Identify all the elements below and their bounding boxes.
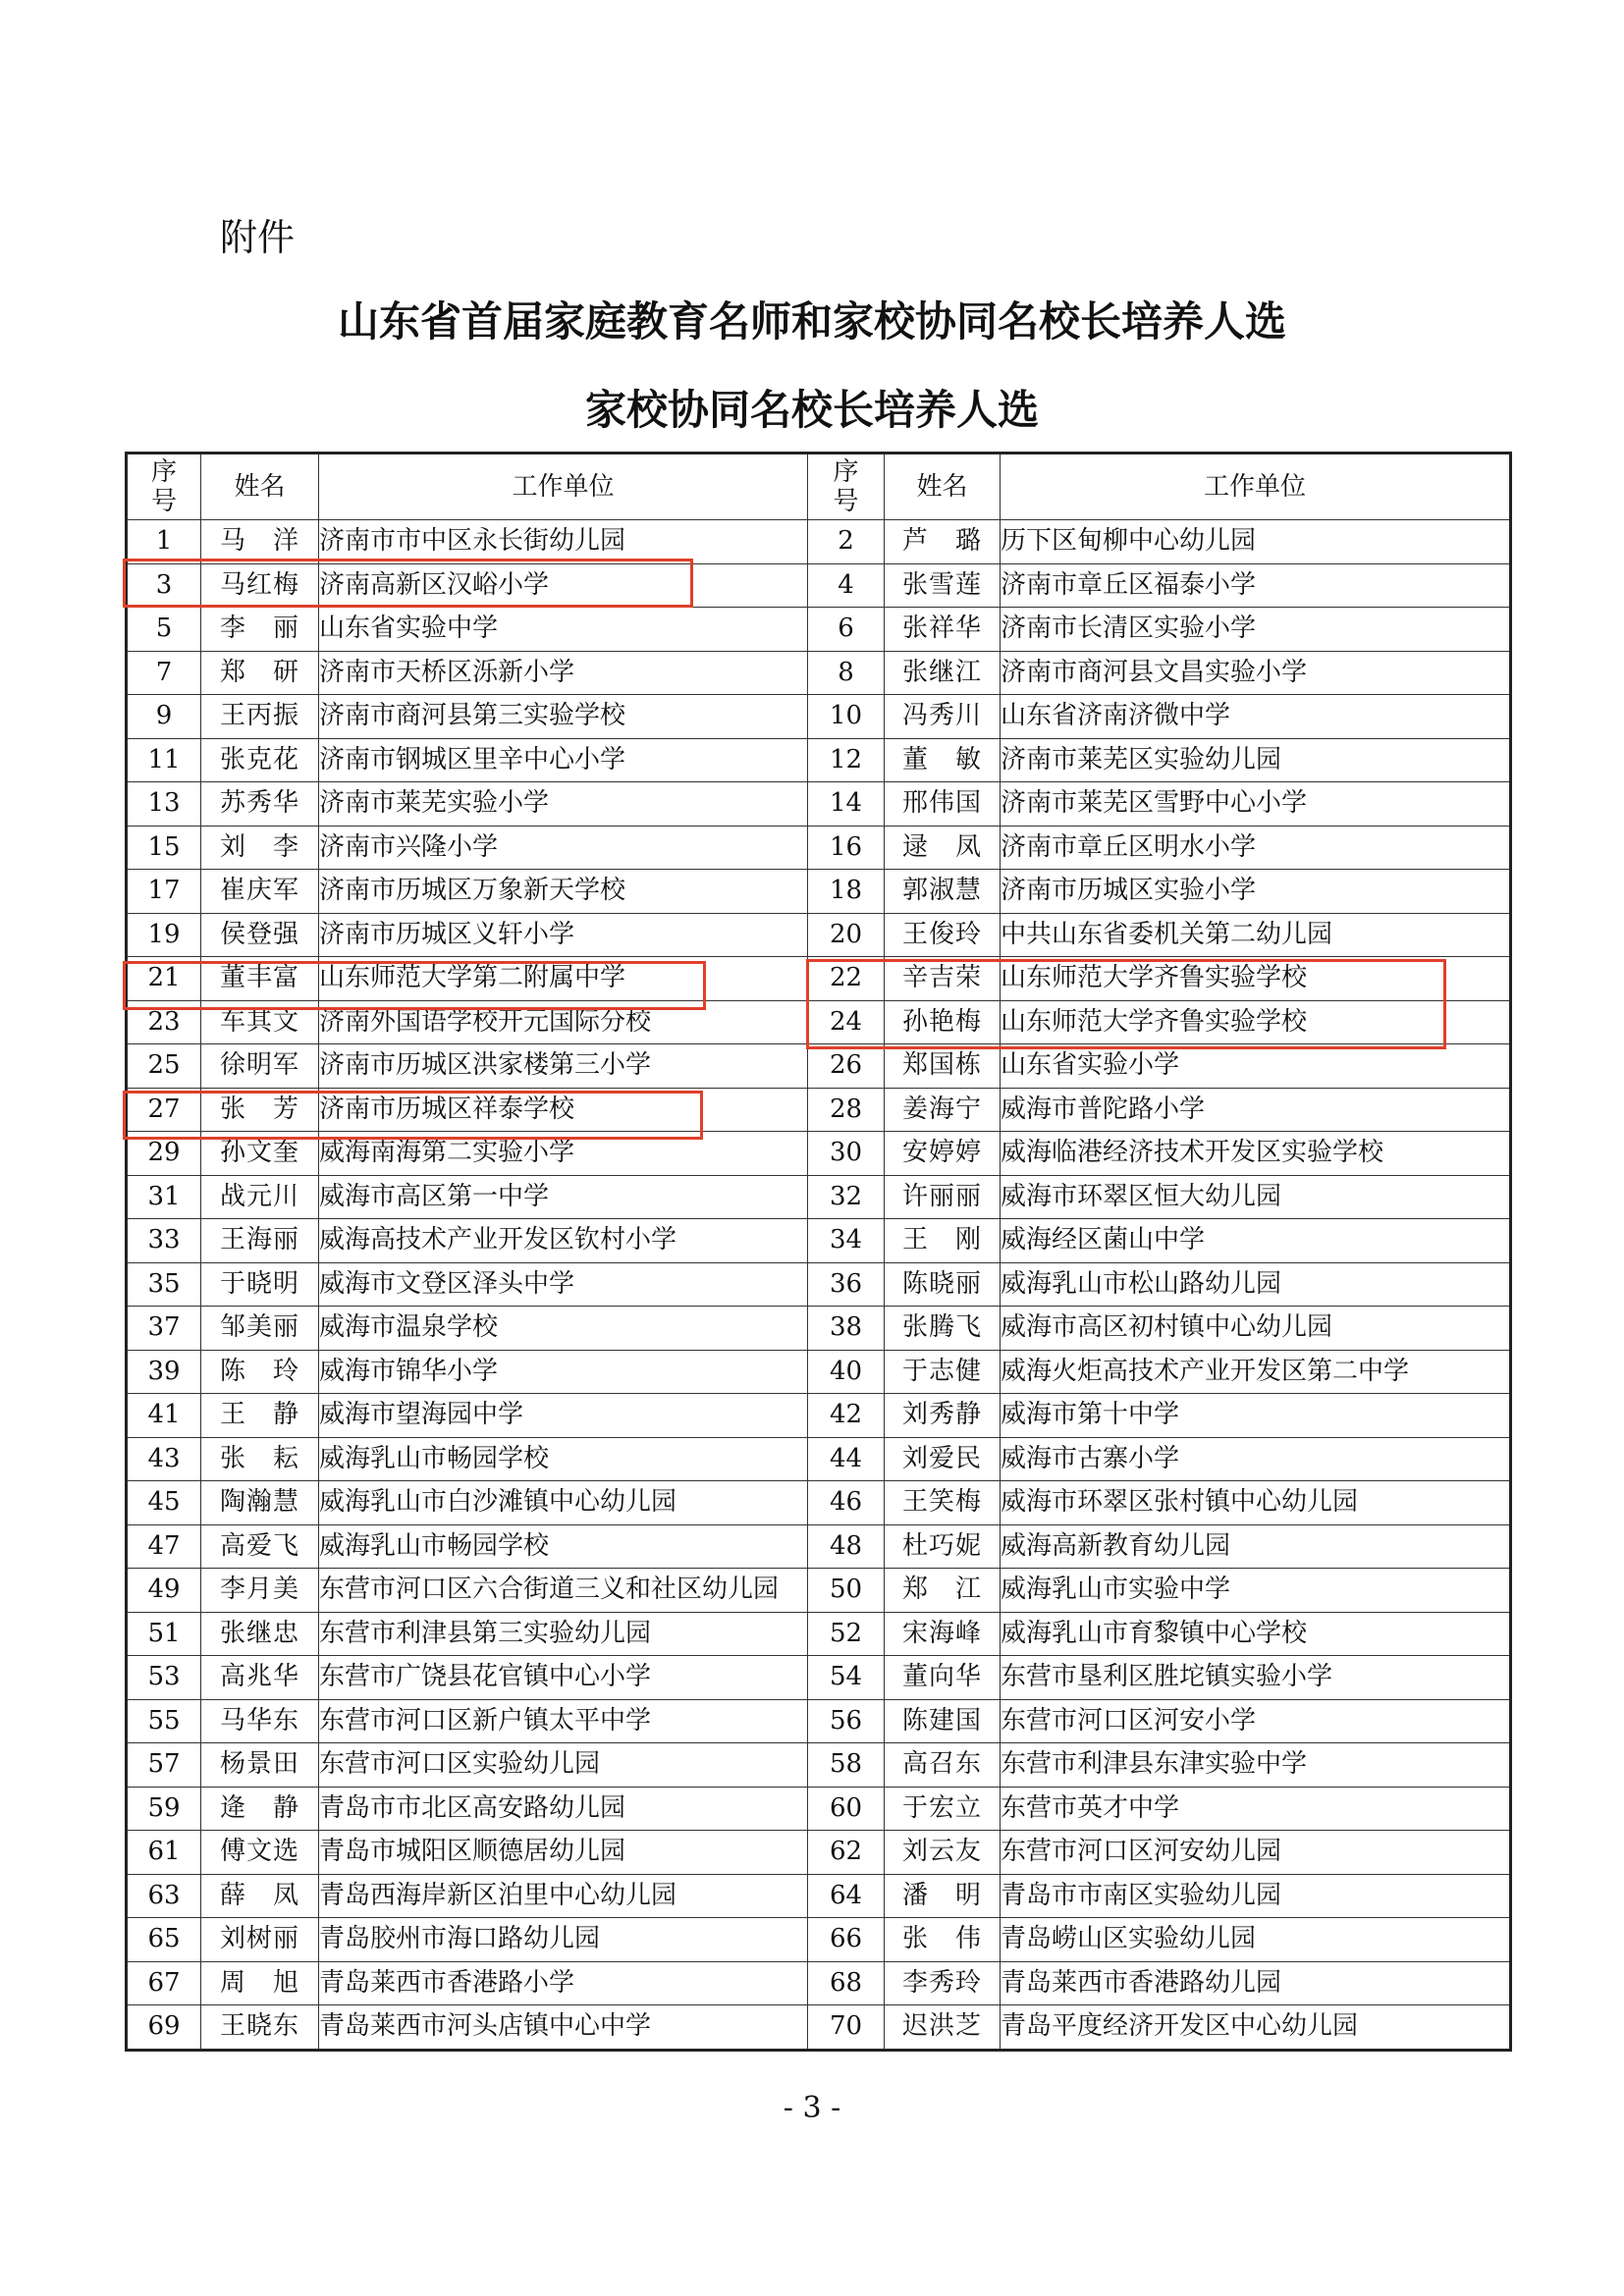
name-cell: 孙艳梅 [885, 1000, 1001, 1044]
table-row [127, 1262, 1511, 1307]
unit-cell: 济南市莱芜区雪野中心小学 [1001, 782, 1511, 827]
seq-cell: 12 [808, 738, 885, 782]
seq-cell: 53 [127, 1656, 201, 1700]
seq-cell: 19 [127, 913, 201, 957]
unit-cell: 济南市莱芜区实验幼儿园 [1001, 738, 1511, 782]
name-cell: 王晓东 [201, 2005, 319, 2051]
column-header-seq: 序号 [127, 454, 201, 520]
unit-cell: 威海高技术产业开发区钦村小学 [319, 1219, 808, 1263]
seq-cell: 36 [808, 1262, 885, 1307]
seq-cell: 2 [808, 520, 885, 564]
unit-cell: 东营市利津县东津实验中学 [1001, 1743, 1511, 1788]
unit-cell: 威海临港经济技术开发区实验学校 [1001, 1132, 1511, 1176]
name-cell: 陈建国 [885, 1699, 1001, 1743]
unit-cell: 威海火炬高技术产业开发区第二中学 [1001, 1350, 1511, 1394]
name-cell: 董丰富 [201, 957, 319, 1001]
unit-cell: 威海市文登区泽头中学 [319, 1262, 808, 1307]
seq-cell: 28 [808, 1088, 885, 1132]
name-cell: 宋海峰 [885, 1612, 1001, 1656]
name-cell: 郑国栋 [885, 1044, 1001, 1089]
unit-cell: 威海市温泉学校 [319, 1307, 808, 1351]
seq-cell: 57 [127, 1743, 201, 1788]
table-row [127, 1307, 1511, 1351]
name-cell: 张 芳 [201, 1088, 319, 1132]
seq-cell: 54 [808, 1656, 885, 1700]
name-cell: 马红梅 [201, 563, 319, 608]
roster-body [127, 520, 1511, 2051]
seq-cell: 40 [808, 1350, 885, 1394]
name-cell: 高爱飞 [201, 1524, 319, 1569]
unit-cell: 济南市历城区义轩小学 [319, 913, 808, 957]
name-cell: 王俊玲 [885, 913, 1001, 957]
unit-cell: 青岛崂山区实验幼儿园 [1001, 1918, 1511, 1962]
name-cell: 侯登强 [201, 913, 319, 957]
name-cell: 李秀玲 [885, 1961, 1001, 2005]
unit-cell: 青岛市市北区高安路幼儿园 [319, 1787, 808, 1831]
name-cell: 王 静 [201, 1394, 319, 1438]
unit-cell: 济南市历城区祥泰学校 [319, 1088, 808, 1132]
seq-cell: 60 [808, 1787, 885, 1831]
table-row [127, 1612, 1511, 1656]
column-header-name: 姓名 [885, 454, 1001, 520]
seq-cell: 37 [127, 1307, 201, 1351]
name-cell: 迟洪芝 [885, 2005, 1001, 2051]
seq-cell: 46 [808, 1481, 885, 1525]
name-cell: 刘秀静 [885, 1394, 1001, 1438]
unit-cell: 威海市高区第一中学 [319, 1175, 808, 1219]
seq-cell: 65 [127, 1918, 201, 1962]
name-cell: 苏秀华 [201, 782, 319, 827]
seq-cell: 30 [808, 1132, 885, 1176]
table-row [127, 782, 1511, 827]
name-cell: 董向华 [885, 1656, 1001, 1700]
name-cell: 李 丽 [201, 608, 319, 652]
seq-cell: 32 [808, 1175, 885, 1219]
unit-cell: 济南外国语学校开元国际分校 [319, 1000, 808, 1044]
name-cell: 马 洋 [201, 520, 319, 564]
name-cell: 张 耘 [201, 1437, 319, 1481]
unit-cell: 青岛莱西市香港路幼儿园 [1001, 1961, 1511, 2005]
name-cell: 陈晓丽 [885, 1262, 1001, 1307]
seq-cell: 58 [808, 1743, 885, 1788]
name-cell: 董 敏 [885, 738, 1001, 782]
seq-cell: 70 [808, 2005, 885, 2051]
table-row [127, 1437, 1511, 1481]
table-row [127, 1088, 1511, 1132]
name-cell: 杨景田 [201, 1743, 319, 1788]
seq-cell: 1 [127, 520, 201, 564]
unit-cell: 威海市古寨小学 [1001, 1437, 1511, 1481]
unit-cell: 威海市环翠区恒大幼儿园 [1001, 1175, 1511, 1219]
name-cell: 王笑梅 [885, 1481, 1001, 1525]
name-cell: 陶瀚慧 [201, 1481, 319, 1525]
unit-cell: 济南市长清区实验小学 [1001, 608, 1511, 652]
table-row [127, 1743, 1511, 1788]
unit-cell: 济南市市中区永长街幼儿园 [319, 520, 808, 564]
unit-cell: 青岛胶州市海口路幼儿园 [319, 1918, 808, 1962]
table-row [127, 1350, 1511, 1394]
name-cell: 徐明军 [201, 1044, 319, 1089]
seq-cell: 44 [808, 1437, 885, 1481]
unit-cell: 威海乳山市实验中学 [1001, 1569, 1511, 1613]
unit-cell: 威海市锦华小学 [319, 1350, 808, 1394]
table-row [127, 608, 1511, 652]
seq-cell: 22 [808, 957, 885, 1001]
name-cell: 刘树丽 [201, 1918, 319, 1962]
seq-cell: 9 [127, 695, 201, 739]
table-row [127, 913, 1511, 957]
seq-cell: 6 [808, 608, 885, 652]
name-cell: 高兆华 [201, 1656, 319, 1700]
unit-cell: 青岛莱西市河头店镇中心中学 [319, 2005, 808, 2051]
seq-cell: 21 [127, 957, 201, 1001]
unit-cell: 济南市历城区实验小学 [1001, 870, 1511, 914]
table-row [127, 520, 1511, 564]
seq-cell: 62 [808, 1831, 885, 1875]
seq-cell: 3 [127, 563, 201, 608]
name-cell: 许丽丽 [885, 1175, 1001, 1219]
seq-cell: 31 [127, 1175, 201, 1219]
unit-cell: 济南市历城区洪家楼第三小学 [319, 1044, 808, 1089]
table-row [127, 1132, 1511, 1176]
seq-cell: 43 [127, 1437, 201, 1481]
name-cell: 辛吉荣 [885, 957, 1001, 1001]
unit-cell: 济南市兴隆小学 [319, 826, 808, 870]
table-row [127, 651, 1511, 695]
table-row [127, 1569, 1511, 1613]
seq-cell: 59 [127, 1787, 201, 1831]
table-row [127, 1874, 1511, 1918]
unit-cell: 山东师范大学齐鲁实验学校 [1001, 1000, 1511, 1044]
unit-cell: 山东省实验中学 [319, 608, 808, 652]
seq-cell: 7 [127, 651, 201, 695]
seq-cell: 35 [127, 1262, 201, 1307]
name-cell: 孙文奎 [201, 1132, 319, 1176]
unit-cell: 东营市河口区实验幼儿园 [319, 1743, 808, 1788]
seq-cell: 52 [808, 1612, 885, 1656]
seq-cell: 23 [127, 1000, 201, 1044]
unit-cell: 山东师范大学齐鲁实验学校 [1001, 957, 1511, 1001]
name-cell: 刘爱民 [885, 1437, 1001, 1481]
unit-cell: 青岛市城阳区顺德居幼儿园 [319, 1831, 808, 1875]
table-row [127, 2005, 1511, 2051]
table-header-row [127, 454, 1511, 520]
column-header-unit: 工作单位 [319, 454, 808, 520]
table-row [127, 1481, 1511, 1525]
seq-cell: 8 [808, 651, 885, 695]
seq-cell: 29 [127, 1132, 201, 1176]
seq-cell: 27 [127, 1088, 201, 1132]
name-cell: 于晓明 [201, 1262, 319, 1307]
name-cell: 于宏立 [885, 1787, 1001, 1831]
seq-cell: 64 [808, 1874, 885, 1918]
unit-cell: 东营市广饶县花官镇中心小学 [319, 1656, 808, 1700]
column-header-seq: 序号 [808, 454, 885, 520]
table-row [127, 1175, 1511, 1219]
unit-cell: 东营市垦利区胜坨镇实验小学 [1001, 1656, 1511, 1700]
table-row [127, 826, 1511, 870]
seq-cell: 47 [127, 1524, 201, 1569]
name-cell: 姜海宁 [885, 1088, 1001, 1132]
table-row [127, 870, 1511, 914]
name-cell: 张克花 [201, 738, 319, 782]
unit-cell: 青岛平度经济开发区中心幼儿园 [1001, 2005, 1511, 2051]
seq-cell: 17 [127, 870, 201, 914]
column-header-unit: 工作单位 [1001, 454, 1511, 520]
seq-cell: 49 [127, 1569, 201, 1613]
seq-cell: 63 [127, 1874, 201, 1918]
name-cell: 王 刚 [885, 1219, 1001, 1263]
name-cell: 杜巧妮 [885, 1524, 1001, 1569]
name-cell: 冯秀川 [885, 695, 1001, 739]
name-cell: 刘云友 [885, 1831, 1001, 1875]
name-cell: 逯 凤 [885, 826, 1001, 870]
seq-cell: 45 [127, 1481, 201, 1525]
unit-cell: 威海南海第二实验小学 [319, 1132, 808, 1176]
table-row [127, 1699, 1511, 1743]
unit-cell: 青岛莱西市香港路小学 [319, 1961, 808, 2005]
unit-cell: 济南市莱芜实验小学 [319, 782, 808, 827]
unit-cell: 济南市商河县文昌实验小学 [1001, 651, 1511, 695]
seq-cell: 5 [127, 608, 201, 652]
unit-cell: 威海经区菌山中学 [1001, 1219, 1511, 1263]
unit-cell: 威海乳山市白沙滩镇中心幼儿园 [319, 1481, 808, 1525]
name-cell: 张雪莲 [885, 563, 1001, 608]
name-cell: 王海丽 [201, 1219, 319, 1263]
seq-cell: 38 [808, 1307, 885, 1351]
table-row [127, 1524, 1511, 1569]
name-cell: 张继忠 [201, 1612, 319, 1656]
unit-cell: 威海乳山市畅园学校 [319, 1437, 808, 1481]
table-row [127, 957, 1511, 1001]
name-cell: 李月美 [201, 1569, 319, 1613]
unit-cell: 济南市章丘区明水小学 [1001, 826, 1511, 870]
seq-cell: 42 [808, 1394, 885, 1438]
document-subtitle: 家校协同名校长培养人选 [584, 386, 1039, 434]
unit-cell: 济南市钢城区里辛中心小学 [319, 738, 808, 782]
document-title: 山东省首届家庭教育名师和家校协同名校长培养人选 [337, 297, 1286, 346]
seq-cell: 34 [808, 1219, 885, 1263]
table-row [127, 1219, 1511, 1263]
seq-cell: 48 [808, 1524, 885, 1569]
name-cell: 周 旭 [201, 1961, 319, 2005]
table-row [127, 1831, 1511, 1875]
seq-cell: 16 [808, 826, 885, 870]
table-row [127, 563, 1511, 608]
table-row [127, 1787, 1511, 1831]
seq-cell: 66 [808, 1918, 885, 1962]
table-row [127, 695, 1511, 739]
unit-cell: 东营市英才中学 [1001, 1787, 1511, 1831]
unit-cell: 山东省济南济微中学 [1001, 695, 1511, 739]
seq-cell: 20 [808, 913, 885, 957]
name-cell: 张祥华 [885, 608, 1001, 652]
name-cell: 潘 明 [885, 1874, 1001, 1918]
unit-cell: 威海市高区初村镇中心幼儿园 [1001, 1307, 1511, 1351]
unit-cell: 威海市环翠区张村镇中心幼儿园 [1001, 1481, 1511, 1525]
unit-cell: 济南市历城区万象新天学校 [319, 870, 808, 914]
name-cell: 车其文 [201, 1000, 319, 1044]
seq-cell: 56 [808, 1699, 885, 1743]
name-cell: 逄 静 [201, 1787, 319, 1831]
seq-cell: 69 [127, 2005, 201, 2051]
unit-cell: 济南市商河县第三实验学校 [319, 695, 808, 739]
unit-cell: 历下区甸柳中心幼儿园 [1001, 520, 1511, 564]
seq-cell: 55 [127, 1699, 201, 1743]
unit-cell: 东营市河口区河安幼儿园 [1001, 1831, 1511, 1875]
name-cell: 张继江 [885, 651, 1001, 695]
table-row [127, 1961, 1511, 2005]
seq-cell: 50 [808, 1569, 885, 1613]
seq-cell: 10 [808, 695, 885, 739]
seq-cell: 41 [127, 1394, 201, 1438]
name-cell: 郑 研 [201, 651, 319, 695]
column-header-name: 姓名 [201, 454, 319, 520]
name-cell: 邹美丽 [201, 1307, 319, 1351]
unit-cell: 威海市普陀路小学 [1001, 1088, 1511, 1132]
seq-cell: 4 [808, 563, 885, 608]
unit-cell: 济南市天桥区泺新小学 [319, 651, 808, 695]
name-cell: 战元川 [201, 1175, 319, 1219]
seq-cell: 18 [808, 870, 885, 914]
name-cell: 崔庆军 [201, 870, 319, 914]
unit-cell: 山东省实验小学 [1001, 1044, 1511, 1089]
seq-cell: 26 [808, 1044, 885, 1089]
unit-cell: 威海市望海园中学 [319, 1394, 808, 1438]
unit-cell: 威海乳山市松山路幼儿园 [1001, 1262, 1511, 1307]
seq-cell: 61 [127, 1831, 201, 1875]
name-cell: 王丙振 [201, 695, 319, 739]
table-row [127, 738, 1511, 782]
table-row [127, 1918, 1511, 1962]
seq-cell: 25 [127, 1044, 201, 1089]
unit-cell: 威海市第十中学 [1001, 1394, 1511, 1438]
unit-cell: 东营市河口区新户镇太平中学 [319, 1699, 808, 1743]
name-cell: 马华东 [201, 1699, 319, 1743]
name-cell: 安婷婷 [885, 1132, 1001, 1176]
attachment-label: 附件 [220, 216, 296, 259]
seq-cell: 68 [808, 1961, 885, 2005]
seq-cell: 14 [808, 782, 885, 827]
table-row [127, 1000, 1511, 1044]
unit-cell: 东营市河口区六合街道三义和社区幼儿园 [319, 1569, 808, 1613]
unit-cell: 威海乳山市畅园学校 [319, 1524, 808, 1569]
unit-cell: 威海高新教育幼儿园 [1001, 1524, 1511, 1569]
table-row [127, 1044, 1511, 1089]
name-cell: 高召东 [885, 1743, 1001, 1788]
name-cell: 郭淑慧 [885, 870, 1001, 914]
name-cell: 刘 李 [201, 826, 319, 870]
unit-cell: 东营市利津县第三实验幼儿园 [319, 1612, 808, 1656]
page-number: - 3 - [783, 2091, 841, 2125]
table-row [127, 1394, 1511, 1438]
seq-cell: 51 [127, 1612, 201, 1656]
table-row [127, 1656, 1511, 1700]
name-cell: 郑 江 [885, 1569, 1001, 1613]
roster-table [125, 452, 1512, 2052]
name-cell: 邢伟国 [885, 782, 1001, 827]
unit-cell: 中共山东省委机关第二幼儿园 [1001, 913, 1511, 957]
unit-cell: 济南市章丘区福泰小学 [1001, 563, 1511, 608]
seq-cell: 13 [127, 782, 201, 827]
seq-cell: 33 [127, 1219, 201, 1263]
seq-cell: 11 [127, 738, 201, 782]
seq-cell: 15 [127, 826, 201, 870]
name-cell: 薛 凤 [201, 1874, 319, 1918]
name-cell: 张 伟 [885, 1918, 1001, 1962]
name-cell: 于志健 [885, 1350, 1001, 1394]
unit-cell: 山东师范大学第二附属中学 [319, 957, 808, 1001]
unit-cell: 青岛市市南区实验幼儿园 [1001, 1874, 1511, 1918]
name-cell: 芦 璐 [885, 520, 1001, 564]
seq-cell: 24 [808, 1000, 885, 1044]
unit-cell: 东营市河口区河安小学 [1001, 1699, 1511, 1743]
name-cell: 陈 玲 [201, 1350, 319, 1394]
seq-cell: 39 [127, 1350, 201, 1394]
unit-cell: 济南高新区汉峪小学 [319, 563, 808, 608]
name-cell: 傅文选 [201, 1831, 319, 1875]
seq-cell: 67 [127, 1961, 201, 2005]
unit-cell: 青岛西海岸新区泊里中心幼儿园 [319, 1874, 808, 1918]
name-cell: 张腾飞 [885, 1307, 1001, 1351]
unit-cell: 威海乳山市育黎镇中心学校 [1001, 1612, 1511, 1656]
